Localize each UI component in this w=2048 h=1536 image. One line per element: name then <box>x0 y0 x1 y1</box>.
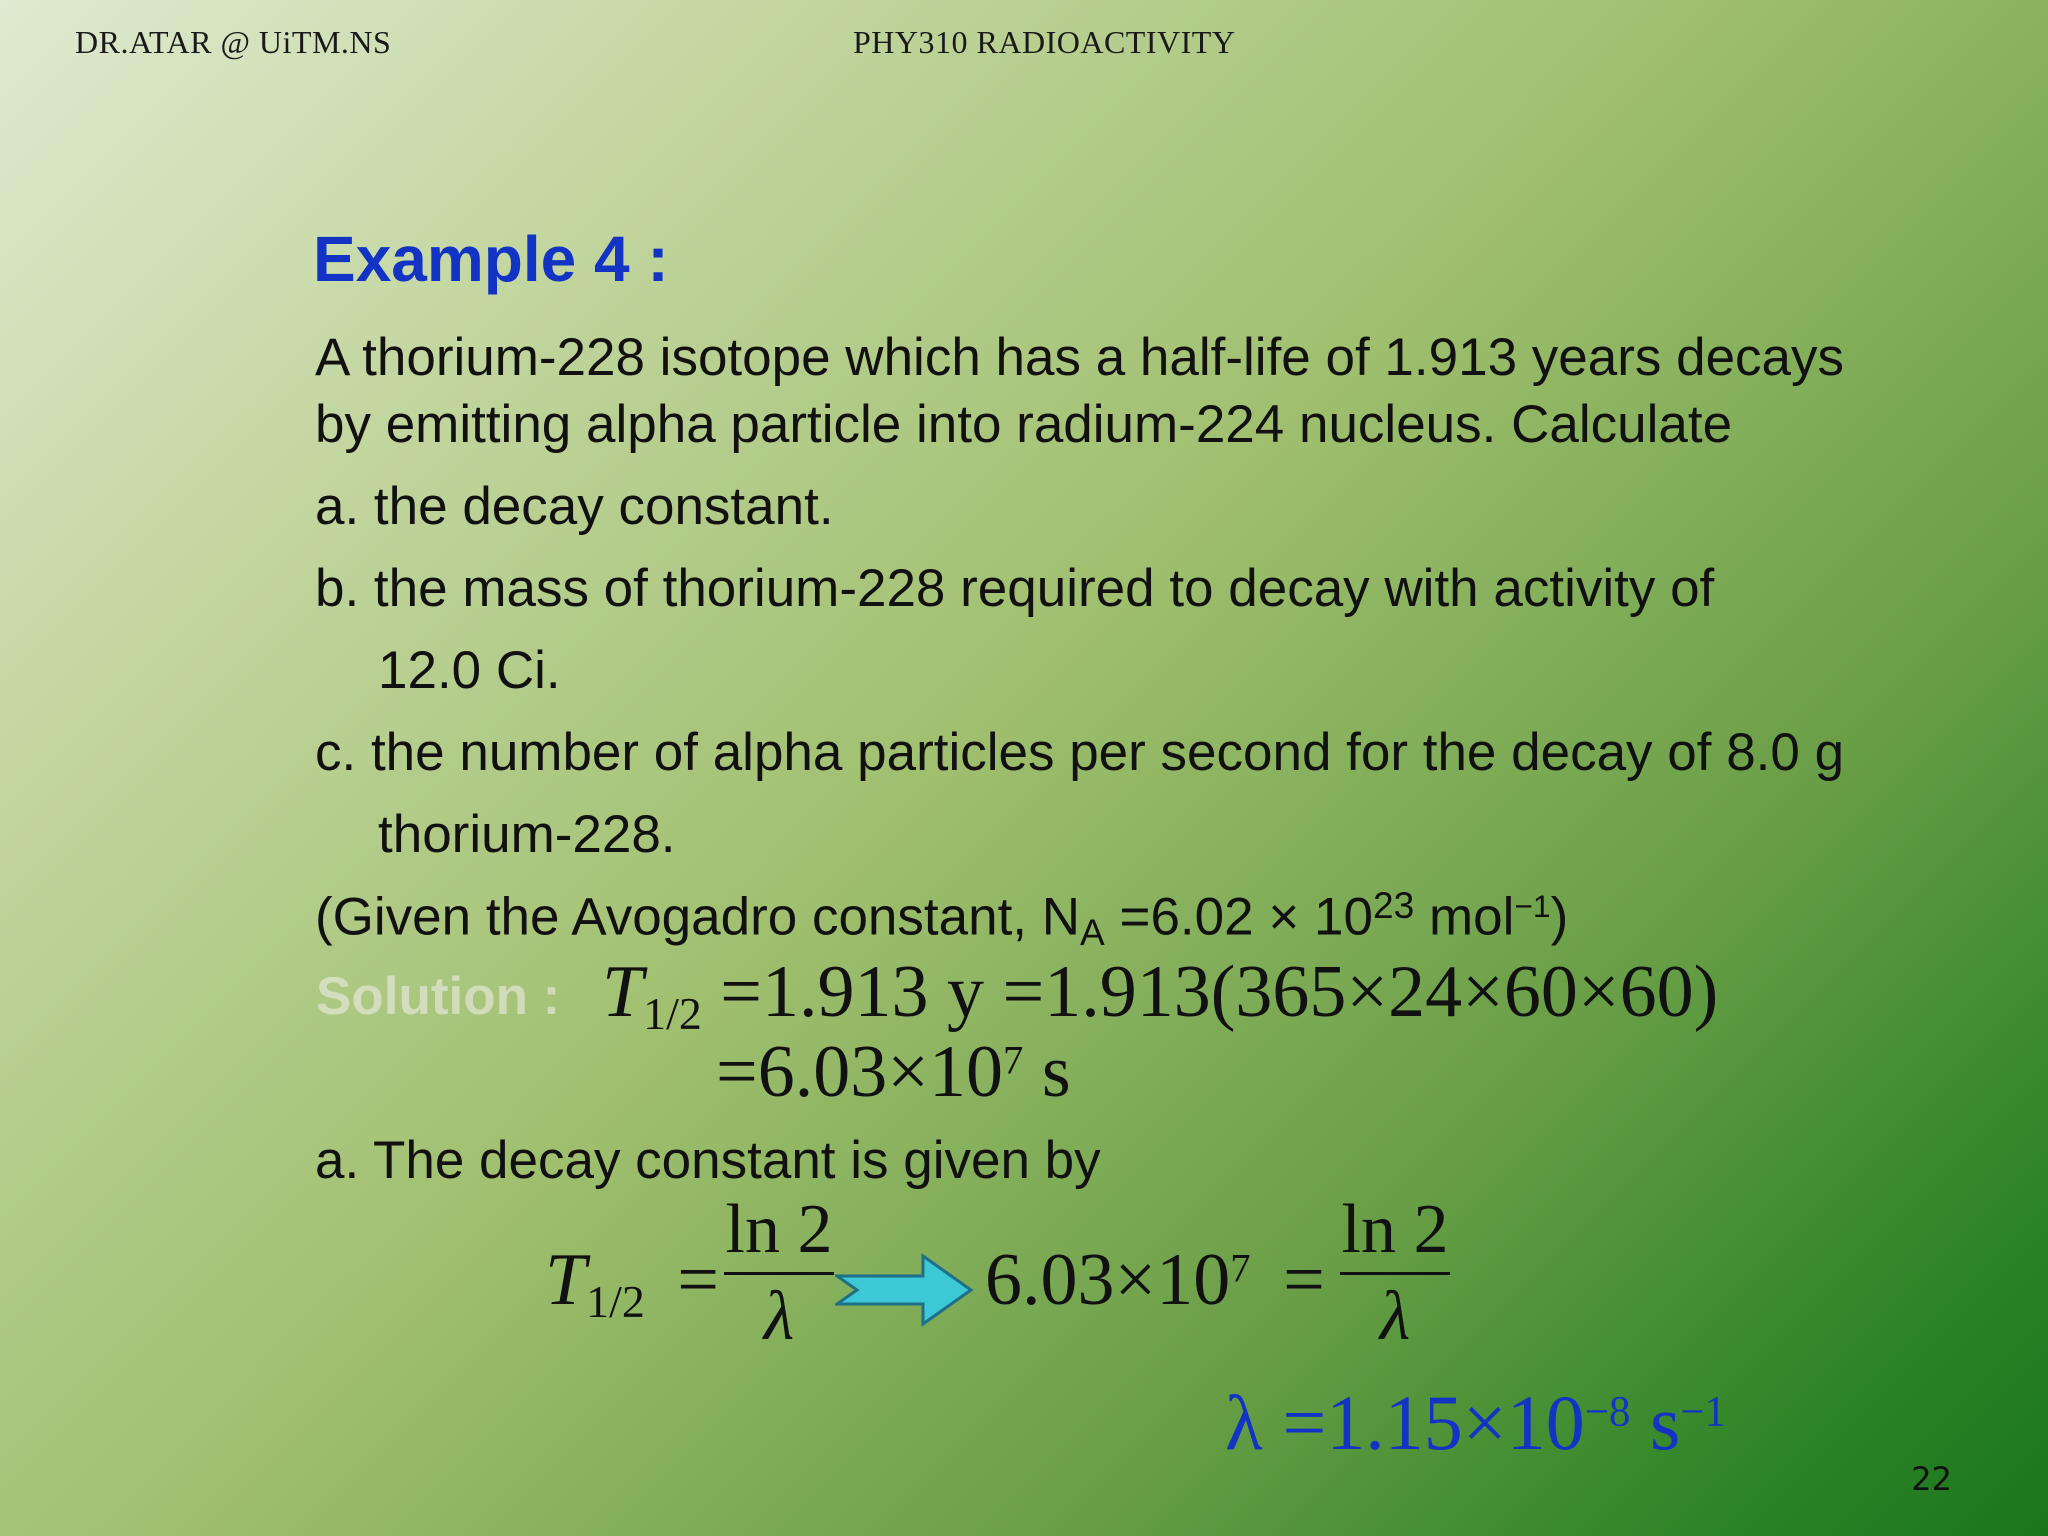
solution-label: Solution : <box>316 967 561 1026</box>
given-subscript: A <box>1080 911 1105 954</box>
given-exponent: 23 <box>1372 884 1415 926</box>
formula-t-subscript: 1/2 <box>586 1275 645 1327</box>
problem-part-b-line-1: b. the mass of thorium-228 required to decay with activity of <box>315 559 1715 618</box>
given-constant <box>315 884 1568 954</box>
half-life-symbol: T <box>602 951 644 1033</box>
fraction-ln2-over-lambda <box>724 1190 834 1357</box>
formula-2-equals: = <box>1283 1239 1325 1321</box>
result-unit: s <box>1630 1379 1681 1466</box>
formula-lhs <box>545 1238 719 1328</box>
half-life-seconds-value: =6.03×10 <box>716 1031 1003 1113</box>
given-unit-exponent: −1 <box>1514 888 1551 925</box>
half-life-seconds <box>716 1030 1071 1115</box>
example-title: Example 4 : <box>313 223 669 295</box>
formula-t-symbol: T <box>545 1239 587 1321</box>
problem-part-a: a. the decay constant. <box>315 477 834 536</box>
problem-part-c-line-1: c. the number of alpha particles per second for the decay of 8.0 g <box>315 723 1845 782</box>
result-value: λ =1.15×10 <box>1225 1379 1585 1466</box>
result-unit-exponent: −1 <box>1680 1388 1726 1436</box>
half-life-subscript: 1/2 <box>643 987 702 1039</box>
given-suffix: ) <box>1550 887 1569 947</box>
header-author: DR.ATAR @ UiTM.NS <box>75 24 392 60</box>
half-life-equation <box>602 950 1718 1040</box>
half-life-seconds-unit: s <box>1023 1031 1071 1113</box>
fraction-2-numerator: ln 2 <box>1341 1191 1449 1268</box>
problem-line-2: by emitting alpha particle into radium-224 nucleus. Calculate <box>315 395 1733 454</box>
result-exponent: −8 <box>1584 1388 1631 1436</box>
fraction-2-ln2-over-lambda <box>1340 1190 1450 1357</box>
fraction-bar <box>724 1272 834 1275</box>
problem-part-c-line-2: thorium-228. <box>378 805 676 864</box>
given-value: =6.02 × 10 <box>1104 887 1373 947</box>
given-unit: mol <box>1414 887 1515 947</box>
half-life-conversion: =1.913 y =1.913(365×24×60×60) <box>701 951 1719 1033</box>
header-course: PHY310 RADIOACTIVITY <box>853 24 1236 60</box>
half-life-seconds-exponent: 7 <box>1002 1037 1024 1083</box>
arrow-right-icon <box>835 1250 975 1330</box>
fraction-2-denominator: λ <box>1379 1278 1411 1355</box>
formula-equals: = <box>677 1239 720 1321</box>
formula-2-exponent: 7 <box>1230 1245 1251 1291</box>
page-number: 22 <box>1911 1460 1952 1498</box>
fraction-numerator: ln 2 <box>725 1191 833 1268</box>
given-prefix: (Given the Avogadro constant, N <box>315 887 1081 947</box>
formula-2-value: 6.03×10 <box>985 1239 1231 1321</box>
problem-line-1: A thorium-228 isotope which has a half-life of 1.913 years decays <box>315 328 1845 387</box>
fraction-denominator: λ <box>763 1278 795 1355</box>
decay-constant-result <box>1225 1378 1726 1468</box>
fraction-2-bar <box>1340 1272 1450 1275</box>
formula-2-lhs <box>985 1238 1325 1323</box>
problem-part-b-line-2: 12.0 Ci. <box>378 641 561 700</box>
part-a-intro: a. The decay constant is given by <box>315 1131 1101 1190</box>
